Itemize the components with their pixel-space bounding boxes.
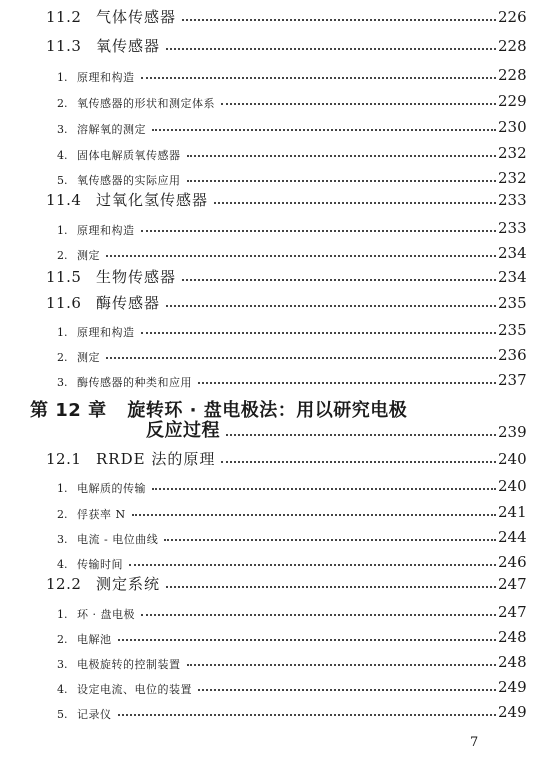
entry-number: 1. [57, 71, 68, 84]
page-number: 7 [470, 735, 479, 750]
entry-title: 酶传感器 [96, 294, 161, 312]
entry-page: 249 [498, 678, 527, 696]
entry-page: 228 [498, 37, 527, 55]
entry-page: 228 [498, 66, 527, 84]
chapter-title-line2: 反应过程 [146, 420, 220, 441]
entry-number: 11.2 [46, 8, 82, 26]
entry-page: 235 [498, 321, 527, 339]
entry-page: 235 [498, 294, 527, 312]
entry-number: 2. [57, 249, 68, 262]
toc-entry [0, 655, 543, 670]
entry-page: 236 [498, 346, 527, 364]
toc-entry [0, 270, 543, 285]
entry-page: 247 [498, 603, 527, 621]
entry-page: 240 [498, 477, 527, 495]
entry-page: 246 [498, 553, 527, 571]
entry-title: 氧传感器 [96, 37, 161, 55]
entry-number: 4. [57, 558, 68, 571]
entry-title: 过氧化氢传感器 [96, 191, 209, 209]
dot-leader [141, 77, 497, 79]
entry-title: 氧传感器的形状和测定体系 [77, 97, 215, 110]
toc-entry [0, 452, 543, 467]
dot-leader [164, 539, 496, 541]
toc-entry [0, 605, 543, 620]
toc-entry [0, 630, 543, 645]
dot-leader [118, 639, 497, 641]
toc-entry [0, 171, 543, 186]
toc-entry [0, 348, 543, 363]
entry-title: 原理和构造 [77, 224, 135, 237]
entry-title: RRDE 法的原理 [96, 450, 216, 468]
entry-number: 2. [57, 97, 68, 110]
entry-page: 226 [498, 8, 527, 26]
entry-number: 4. [57, 149, 68, 162]
entry-number: 3. [57, 376, 68, 389]
entry-page: 233 [498, 219, 527, 237]
toc-entry [0, 577, 543, 592]
dot-leader [141, 332, 497, 334]
entry-title: 生物传感器 [96, 268, 177, 286]
toc-entry [0, 39, 543, 54]
entry-number: 2. [57, 508, 68, 521]
chapter-title-line1: 旋转环 · 盘电极法：用以研究电极 [127, 400, 408, 421]
entry-page: 230 [498, 118, 527, 136]
dot-leader [106, 357, 496, 359]
toc-entry [0, 146, 543, 161]
entry-title: 电解池 [77, 633, 112, 646]
entry-number: 3. [57, 658, 68, 671]
dot-leader [132, 514, 496, 516]
dot-leader [187, 664, 497, 666]
entry-page: 248 [498, 653, 527, 671]
toc-entry [0, 246, 543, 261]
toc-entry [0, 68, 543, 83]
entry-title: 原理和构造 [77, 71, 135, 84]
dot-leader [182, 279, 496, 281]
entry-number: 2. [57, 351, 68, 364]
dot-leader [118, 714, 497, 716]
toc-entry [0, 479, 543, 494]
toc-entry [0, 94, 543, 109]
entry-title: 电流 - 电位曲线 [77, 533, 159, 546]
entry-number: 4. [57, 683, 68, 696]
entry-title: 记录仪 [77, 708, 112, 721]
dot-leader [141, 614, 496, 616]
dot-leader [214, 202, 496, 204]
entry-number: 3. [57, 123, 68, 136]
toc-entry [0, 193, 543, 208]
toc-entry [0, 705, 543, 720]
entry-title: 电极旋转的控制装置 [77, 658, 181, 671]
entry-title: 俘获率 N [77, 508, 126, 521]
dot-leader [152, 488, 496, 490]
toc-entry [0, 221, 543, 236]
entry-title: 测定 [77, 351, 100, 364]
entry-page: 240 [498, 450, 527, 468]
toc-entry [0, 422, 543, 440]
dot-leader [221, 103, 496, 105]
dot-leader [182, 19, 496, 21]
entry-page: 229 [498, 92, 527, 110]
dot-leader [129, 564, 496, 566]
entry-title: 环 · 盘电极 [77, 608, 135, 621]
dot-leader [226, 434, 496, 436]
entry-title: 设定电流、电位的装置 [77, 683, 192, 696]
dot-leader [166, 305, 496, 307]
entry-page: 233 [498, 191, 527, 209]
entry-title: 气体传感器 [96, 8, 177, 26]
entry-title: 测定 [77, 249, 100, 262]
dot-leader [187, 155, 497, 157]
dot-leader [221, 461, 496, 463]
entry-number: 2. [57, 633, 68, 646]
toc-entry [0, 505, 543, 520]
dot-leader [198, 689, 496, 691]
entry-page: 249 [498, 703, 527, 721]
entry-number: 12.1 [46, 450, 82, 468]
toc-entry [0, 680, 543, 695]
entry-number: 11.4 [46, 191, 82, 209]
dot-leader [106, 255, 496, 257]
entry-number: 1. [57, 608, 68, 621]
entry-title: 氧传感器的实际应用 [77, 174, 181, 187]
entry-number: 11.3 [46, 37, 82, 55]
dot-leader [141, 230, 497, 232]
entry-title: 酶传感器的种类和应用 [77, 376, 192, 389]
entry-number: 3. [57, 533, 68, 546]
chapter-heading [30, 396, 407, 422]
entry-page: 234 [498, 268, 527, 286]
entry-page: 237 [498, 371, 527, 389]
toc-entry [0, 530, 543, 545]
entry-page: 232 [498, 169, 527, 187]
entry-number: 12.2 [46, 575, 82, 593]
entry-number: 1. [57, 326, 68, 339]
dot-leader [198, 382, 496, 384]
entry-number: 5. [57, 708, 68, 721]
entry-title: 原理和构造 [77, 326, 135, 339]
dot-leader [166, 586, 496, 588]
entry-number: 1. [57, 224, 68, 237]
entry-number: 5. [57, 174, 68, 187]
chapter-number: 第 12 章 [30, 400, 107, 421]
entry-number: 11.5 [46, 268, 82, 286]
entry-page: 232 [498, 144, 527, 162]
toc-entry [0, 10, 543, 25]
toc-entry [0, 555, 543, 570]
toc-entry [0, 296, 543, 311]
entry-number: 11.6 [46, 294, 82, 312]
entry-page: 241 [498, 503, 527, 521]
toc-entry [0, 323, 543, 338]
entry-title: 溶解氧的测定 [77, 123, 146, 136]
toc-entry [0, 120, 543, 135]
entry-title: 固体电解质氧传感器 [77, 149, 181, 162]
entry-page: 239 [498, 423, 527, 441]
entry-page: 248 [498, 628, 527, 646]
dot-leader [187, 180, 497, 182]
toc-entry [0, 373, 543, 388]
entry-page: 234 [498, 244, 527, 262]
entry-number: 1. [57, 482, 68, 495]
entry-page: 244 [498, 528, 527, 546]
entry-title: 电解质的传输 [77, 482, 146, 495]
entry-page: 247 [498, 575, 527, 593]
dot-leader [152, 129, 496, 131]
entry-title: 传输时间 [77, 558, 123, 571]
dot-leader [166, 48, 496, 50]
entry-title: 测定系统 [96, 575, 161, 593]
